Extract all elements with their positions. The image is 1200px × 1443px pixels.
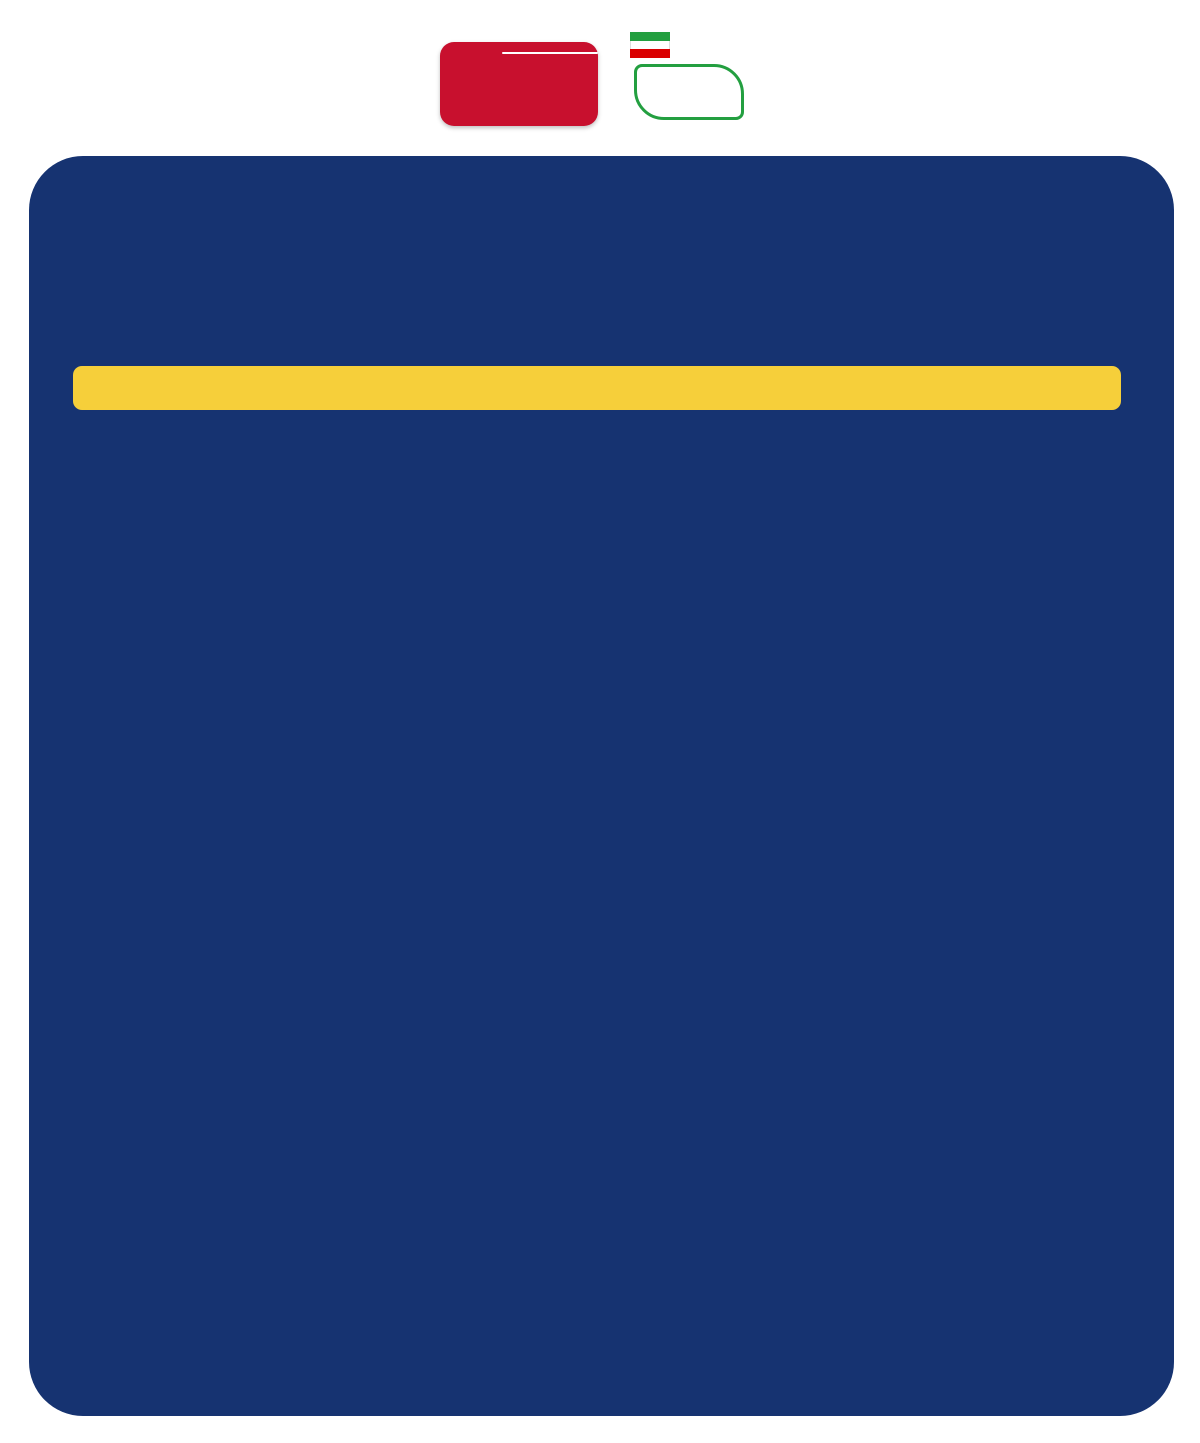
fvp-logo-emblem (634, 64, 744, 120)
campaign-logo (440, 42, 598, 126)
summary-banner (73, 366, 1121, 410)
main-panel (29, 156, 1174, 1416)
campaign-logo-line3 (502, 52, 598, 54)
iran-flag-icon (630, 32, 670, 58)
fvp-logo (626, 30, 748, 132)
